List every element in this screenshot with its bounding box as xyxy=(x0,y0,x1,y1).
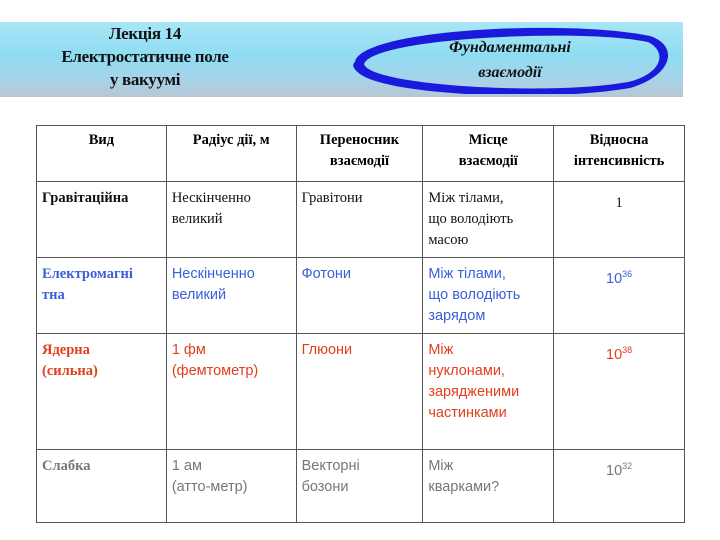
column-header: Відносна інтенсивність xyxy=(554,126,685,182)
table-cell: Між тілами, що володіють зарядом xyxy=(423,258,554,334)
table-cell: Нескінченно великий xyxy=(166,182,296,258)
intensity-exponent: 38 xyxy=(622,345,633,355)
table-header-row xyxy=(37,126,685,182)
badge-line: взаємодії xyxy=(478,64,542,81)
interactions-table xyxy=(36,125,685,523)
column-header: Вид xyxy=(37,126,167,182)
title-line: у вакуумі xyxy=(109,70,181,89)
table-cell: Глюони xyxy=(296,334,423,450)
intensity-exponent: 32 xyxy=(622,461,633,471)
table-cell: Фотони xyxy=(296,258,423,334)
table-cell: Нескінченно великий xyxy=(166,258,296,334)
intensity-base: 10 xyxy=(606,462,623,479)
badge-line: Фундаментальні xyxy=(449,39,571,56)
intensity-base: 1 xyxy=(615,194,623,211)
intensity-base: 10 xyxy=(606,270,623,287)
table-cell: 1 фм (фемтометр) xyxy=(166,334,296,450)
header-banner xyxy=(0,22,683,97)
table-cell: Між кварками? xyxy=(423,450,554,523)
table-cell: Гравітони xyxy=(296,182,423,258)
relative-intensity xyxy=(554,258,685,334)
title-line: Електростатичне поле xyxy=(61,47,229,66)
relative-intensity xyxy=(554,334,685,450)
table-cell: Між тілами, що володіють масою xyxy=(423,182,554,258)
table-cell: Між нуклонами, зарядженими частинками xyxy=(423,334,554,450)
intensity-exponent: 36 xyxy=(622,269,633,279)
table-row xyxy=(37,258,685,334)
column-header: Переносник взаємодії xyxy=(296,126,423,182)
lecture-title xyxy=(20,22,270,91)
table-cell: Векторні бозони xyxy=(296,450,423,523)
column-header: Місце взаємодії xyxy=(423,126,554,182)
relative-intensity xyxy=(554,182,685,258)
intensity-base: 10 xyxy=(606,346,623,363)
table-row xyxy=(37,450,685,523)
interaction-type: Електромагні тна xyxy=(37,258,167,334)
interaction-type: Слабка xyxy=(37,450,167,523)
column-header: Радіус дії, м xyxy=(166,126,296,182)
table-cell: 1 ам (атто-метр) xyxy=(166,450,296,523)
table-row xyxy=(37,182,685,258)
topic-badge xyxy=(390,35,630,85)
interaction-type: Ядерна (сильна) xyxy=(37,334,167,450)
relative-intensity xyxy=(554,450,685,523)
interaction-type: Гравітаційна xyxy=(37,182,167,258)
title-line: Лекція 14 xyxy=(108,24,182,43)
table-row xyxy=(37,334,685,450)
